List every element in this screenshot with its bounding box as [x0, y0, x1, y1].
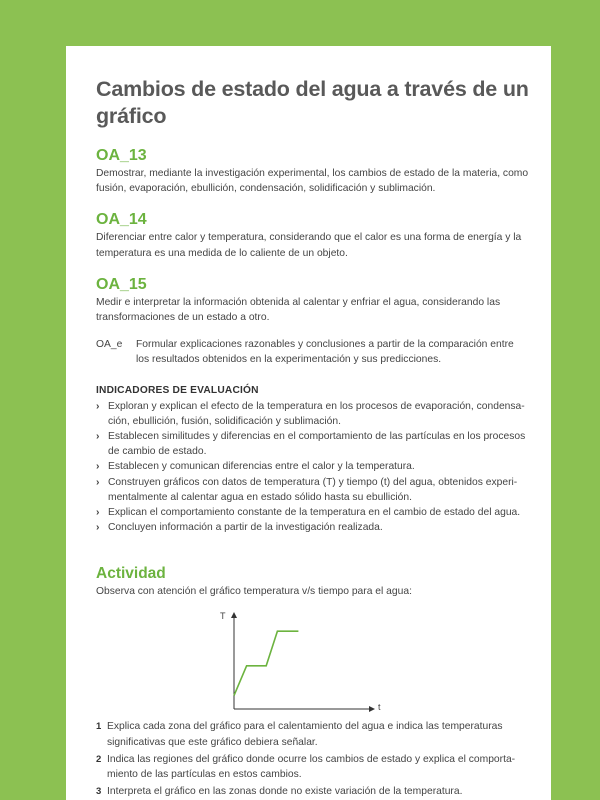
sub-objective-code: OA_e	[96, 339, 123, 351]
list-item	[96, 399, 529, 429]
question-number: 1	[96, 721, 102, 733]
objective-oa15	[96, 275, 529, 325]
x-axis-arrow-icon	[369, 706, 375, 712]
indicators-title: INDICADORES DE EVALUACIÓN	[96, 384, 259, 396]
activity-title: Actividad	[96, 565, 166, 583]
questions-list	[96, 719, 529, 799]
temperature-series-line	[234, 632, 298, 696]
page-title: Cambios de estado del agua a través de un gráfico	[96, 77, 529, 128]
activity-intro: Observa con atención el gráfico temperatura v/s tiempo para el agua:	[96, 586, 412, 598]
chevron-right-icon: ›	[96, 400, 100, 412]
list-item	[96, 719, 529, 749]
objective-code: OA_13	[96, 147, 147, 164]
question-number: 3	[96, 786, 102, 798]
objective-oa14	[96, 210, 529, 260]
objective-code: OA_14	[96, 211, 147, 229]
list-item-text: Explican el comportamiento constante de la temperatura en el cambio de estado del agua.	[108, 507, 521, 519]
y-axis-label: T	[220, 611, 226, 622]
indicators-list	[96, 399, 529, 536]
chevron-right-icon: ›	[96, 476, 100, 488]
sub-objective	[96, 337, 529, 367]
question-number: 2	[96, 753, 102, 765]
list-item	[96, 459, 529, 474]
chevron-right-icon: ›	[96, 522, 100, 534]
content	[96, 76, 529, 800]
list-item	[96, 752, 529, 782]
objective-text: Medir e interpretar la información obtenida al calentar y enfriar el agua, considerando las transformaciones de un estado a otro.	[96, 296, 501, 324]
question-text: Indica las regiones del gráfico donde ocurre los cambios de estado y explica el comporta- miento de las partículas en estos cambios.	[107, 753, 516, 781]
list-item-text: Exploran y explican el efecto de la temperatura en los procesos de evaporación, condensa- ción, ebullición, fusión, solidificación y sublimación.	[108, 400, 525, 427]
chevron-right-icon: ›	[96, 507, 100, 519]
objective-text: Diferenciar entre calor y temperatura, considerando que el calor es una forma de energía y la temperatura es una medida de lo caliente de un objeto.	[96, 232, 522, 259]
x-axis-label: t	[378, 702, 381, 713]
chart-svg	[96, 605, 396, 715]
list-item-text: Construyen gráficos con datos de temperatura (T) y tiempo (t) del agua, obtenidos experi- mentalmente al calentar agua en estado sólido hasta su ebullición.	[108, 476, 518, 503]
objective-code: OA_15	[96, 275, 147, 293]
list-item	[96, 505, 529, 520]
question-text: Interpreta el gráfico en las zonas donde no existe variación de la temperatura.	[107, 786, 463, 798]
list-item	[96, 784, 529, 799]
worksheet-page	[66, 46, 551, 800]
list-item	[96, 429, 529, 459]
question-text: Explica cada zona del gráfico para el calentamiento del agua e indica las temperaturas significativas que este gráfico debiera señalar.	[107, 721, 503, 748]
objective-text: Demostrar, mediante la investigación experimental, los cambios de estado de la materia, como fusión, evaporación, ebullición, condensación, solidificación y sublimación.	[96, 168, 529, 195]
list-item-text: Establecen similitudes y diferencias en el comportamiento de las partículas en los procesos de cambio de estado.	[108, 431, 526, 458]
y-axis-arrow-icon	[231, 612, 237, 618]
list-item	[96, 520, 529, 535]
list-item	[96, 475, 529, 505]
list-item-text: Establecen y comunican diferencias entre el calor y la temperatura.	[108, 461, 415, 473]
chevron-right-icon: ›	[96, 461, 100, 473]
objective-oa13	[96, 146, 529, 196]
temperature-time-chart	[96, 605, 396, 715]
list-item-text: Concluyen información a partir de la investigación realizada.	[108, 522, 383, 534]
chevron-right-icon: ›	[96, 431, 100, 443]
sub-objective-text: Formular explicaciones razonables y conclusiones a partir de la comparación entre los resultados obtenidos en la experimentación y sus predicciones.	[136, 339, 514, 366]
